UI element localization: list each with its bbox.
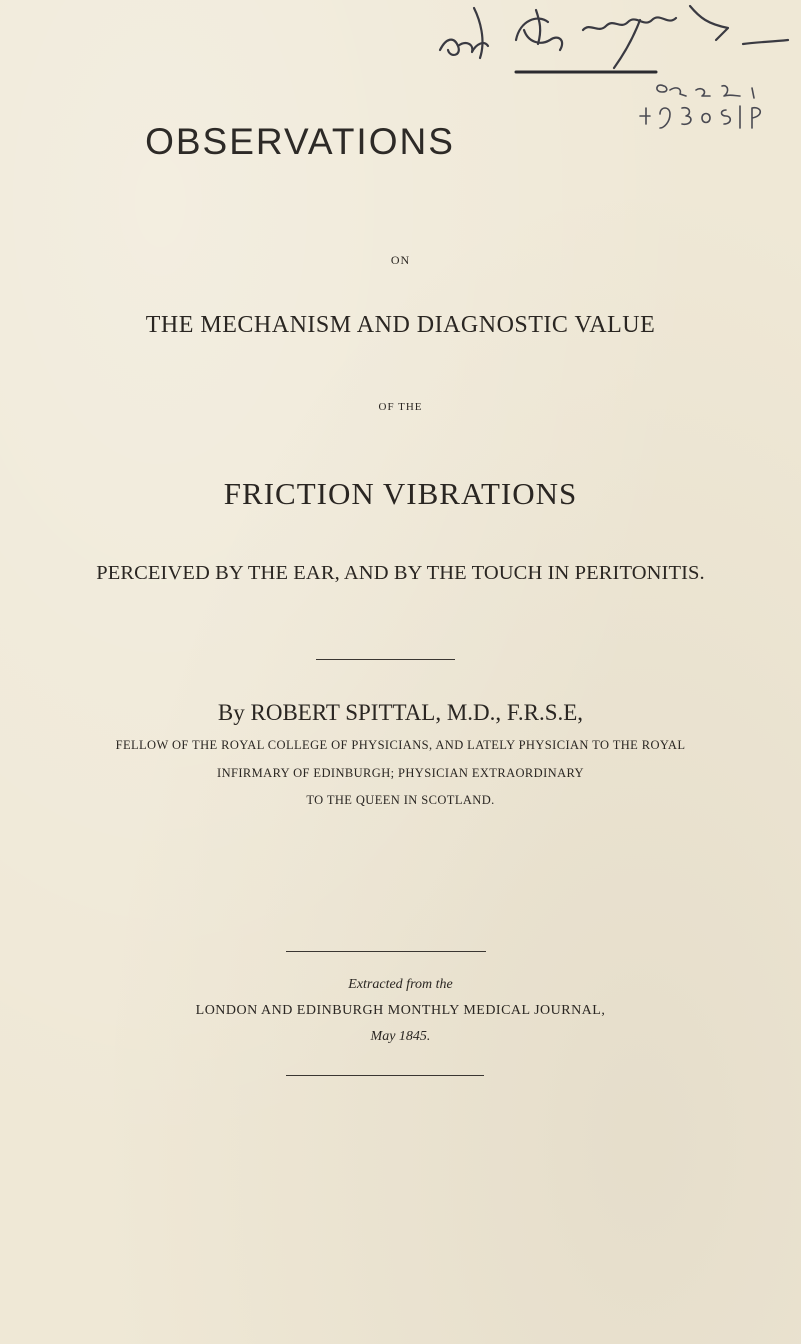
source-extracted: Extracted from the: [348, 977, 453, 992]
divider-rule: [316, 659, 455, 660]
author-credentials-line-2: INFIRMARY OF EDINBURGH; PHYSICIAN EXTRAORDINARY: [217, 766, 584, 780]
author-credentials-line-3: TO THE QUEEN IN SCOTLAND.: [306, 793, 495, 807]
divider-rule: [286, 951, 486, 952]
author-by: By: [217, 700, 245, 725]
title-subject: THE MECHANISM AND DIAGNOSTIC VALUE: [145, 312, 656, 338]
handwritten-inscription: [428, 0, 801, 75]
source-journal: LONDON AND EDINBURGH MONTHLY MEDICAL JOURNAL,: [195, 1003, 606, 1018]
divider-rule: [286, 1075, 484, 1076]
title-friction-vibrations: FRICTION VIBRATIONS: [223, 476, 578, 511]
title-perceived: PERCEIVED BY THE EAR, AND BY THE TOUCH IN PERITONITIS.: [96, 562, 705, 584]
author-name: ROBERT SPITTAL, M.D., F.R.S.E,: [250, 700, 584, 725]
author-byline: [0, 700, 801, 726]
title-observations: OBSERVATIONS: [145, 121, 455, 162]
title-on: ON: [390, 253, 411, 267]
author-credentials-line-1: FELLOW OF THE ROYAL COLLEGE OF PHYSICIANS, AND LATELY PHYSICIAN TO THE ROYAL: [115, 738, 686, 752]
shelf-mark-annotation: [636, 84, 796, 134]
title-of-the: OF THE: [378, 401, 423, 413]
source-date: May 1845.: [370, 1029, 431, 1044]
